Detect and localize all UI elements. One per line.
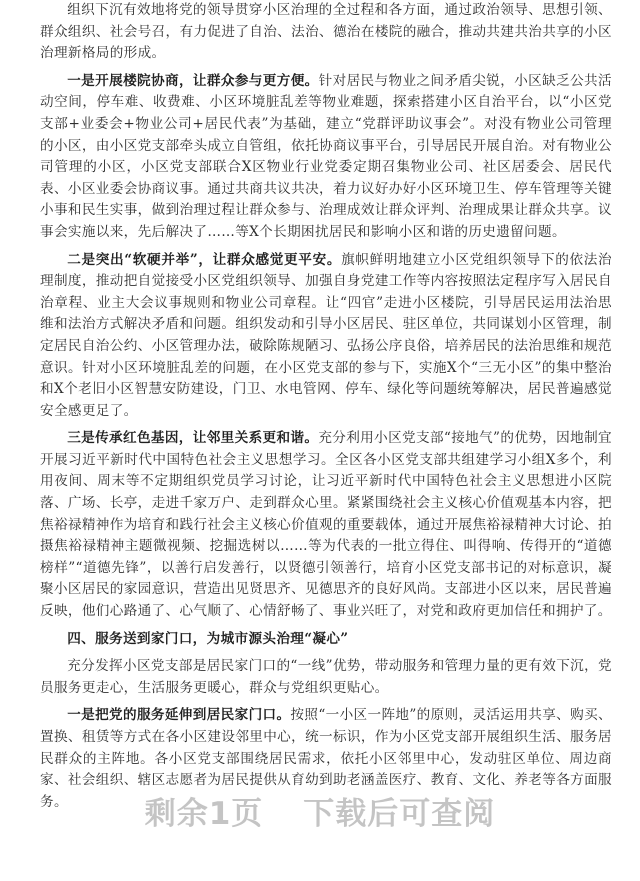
section-2-paragraph — [40, 250, 612, 423]
section-1-paragraph — [40, 71, 612, 244]
section-1-body: 针对居民与物业之间矛盾尖锐，小区缺乏公共活动空间，停车难、收费难、小区环境脏乱差等物业难题，探索搭建小区自治平台，以“小区党支部+业委会+物业公司+居民代表”为基础，建立“党群评助议事会”。对没有物业公司管理的小区，由小区党支部牵头成立自管组，依托协商议事平台，引导居民开展自治。对有物业公司管理的小区，小区党支部联合X区物业行业党委定期召集物业公司、社区居委会、居民代表、小区业委会协商议事。通过共商共议共决，着力议好办好小区环境卫生、停车管理等关键小事和民生实事，做到治理过程让群众参与、治理成效让群众评判、治理成果让群众共享。议事会实施以来，先后解决了……等X个长期困扰居民和影响小区和谐的历史遗留问题。 — [40, 72, 612, 240]
section-2-lead: 二是突出“软硬并举”，让群众感觉更平安。 — [67, 251, 342, 268]
section-3-body: 充分利用小区党支部“接地气”的优势，因地制宜开展习近平新时代中国特色社会主义思想学习。全区各小区党支部共组建学习小组X多个，利用夜间、周末等不定期组织党员学习讨论，让习近平新时代中国特色社会主义思想进小区院落、广场、长亭，走进千家万户、走到群众心里。紧紧围绕社会主义核心价值观基本内容，把焦裕禄精神作为培育和践行社会主义核心价值观的重要载体，通过开展焦裕禄精神大讨论、拍摄焦裕禄精神主题微视频、挖掘选树以……等为代表的一批立得住、叫得响、传得开的“道德榜样”“道德先锋”，以善行启发善行，以贤德引领善行，培育小区党支部书记的对标意识，凝聚小区居民的家园意识，营造出见贤思齐、见德思齐的良好风尚。支部进小区以来，居民普遍反映，他们心路通了、心气顺了、心情舒畅了、事业兴旺了，对党和政府更加信任和拥护了。 — [40, 430, 612, 620]
section-4-heading: 四、服务送到家门口，为城市源头治理“凝心” — [67, 630, 349, 647]
section-3-paragraph — [40, 428, 612, 622]
intro-paragraph: 组织下沉有效地将党的领导贯穿小区治理的全过程和各方面，通过政治领导、思想引领、群众组织、社会号召，有力促进了自治、法治、德治在楼院的融合，推动共建共治共享的小区治理新格局的形成。 — [40, 2, 612, 62]
document-body — [40, 0, 612, 813]
section-2-body: 旗帜鲜明地建立小区党组织领导下的依法治理制度，推动把自觉接受小区党组织领导、加强自身党建工作等内容按照法定程序写入居民自治章程、业主大会议事规则和物业公司章程。让“四官”走进小区楼院，引导居民运用法治思维和法治方式解决矛盾和问题。组织发动和引导小区居民、驻区单位，共同谋划小区管理，制定居民自治公约、小区管理办法，破除陈规陋习、弘扬公序良俗，培养居民的法治思维和规范意识。针对小区环境脏乱差的问题，在小区党支部的参与下，实施X个“三无小区”的集中整治和X个老旧小区智慧安防建设，门卫、水电管网、停车、绿化等问题统筹解决，居民普遍感觉安全感更足了。 — [40, 251, 612, 419]
section-3-lead: 三是传承红色基因，让邻里关系更和谐。 — [67, 430, 319, 447]
remaining-pages-text: 剩余1页 — [144, 796, 264, 832]
download-banner[interactable] — [0, 788, 640, 833]
section-4-intro: 充分发挥小区党支部是居民家门口的“一线”优势，带动服务和管理力量的更有效下沉，党员服务更走心，生活服务更暖心，群众与党组织更贴心。 — [40, 658, 612, 696]
download-prompt-text[interactable]: 下载后可查阅 — [303, 796, 496, 832]
section-4-1-lead: 一是把党的服务延伸到居民家门口。 — [67, 707, 291, 724]
section-4-1-body: 按照“一小区一阵地”的原则，灵活运用共享、购买、置换、租赁等方式在各小区建设邻里中心，统一标识，作为小区党支部开展组织生活、服务居民群众的主阵地。各小区党支部围绕居民需求，依托小区邻里中心，发动驻区单位、周边商家、社会组织、辖区志愿者为居民提供从育幼到助老涵盖医疗、教育、文化、养老等各方面服务。 — [40, 707, 612, 810]
section-1-lead: 一是开展楼院协商，让群众参与更方便。 — [67, 72, 319, 89]
